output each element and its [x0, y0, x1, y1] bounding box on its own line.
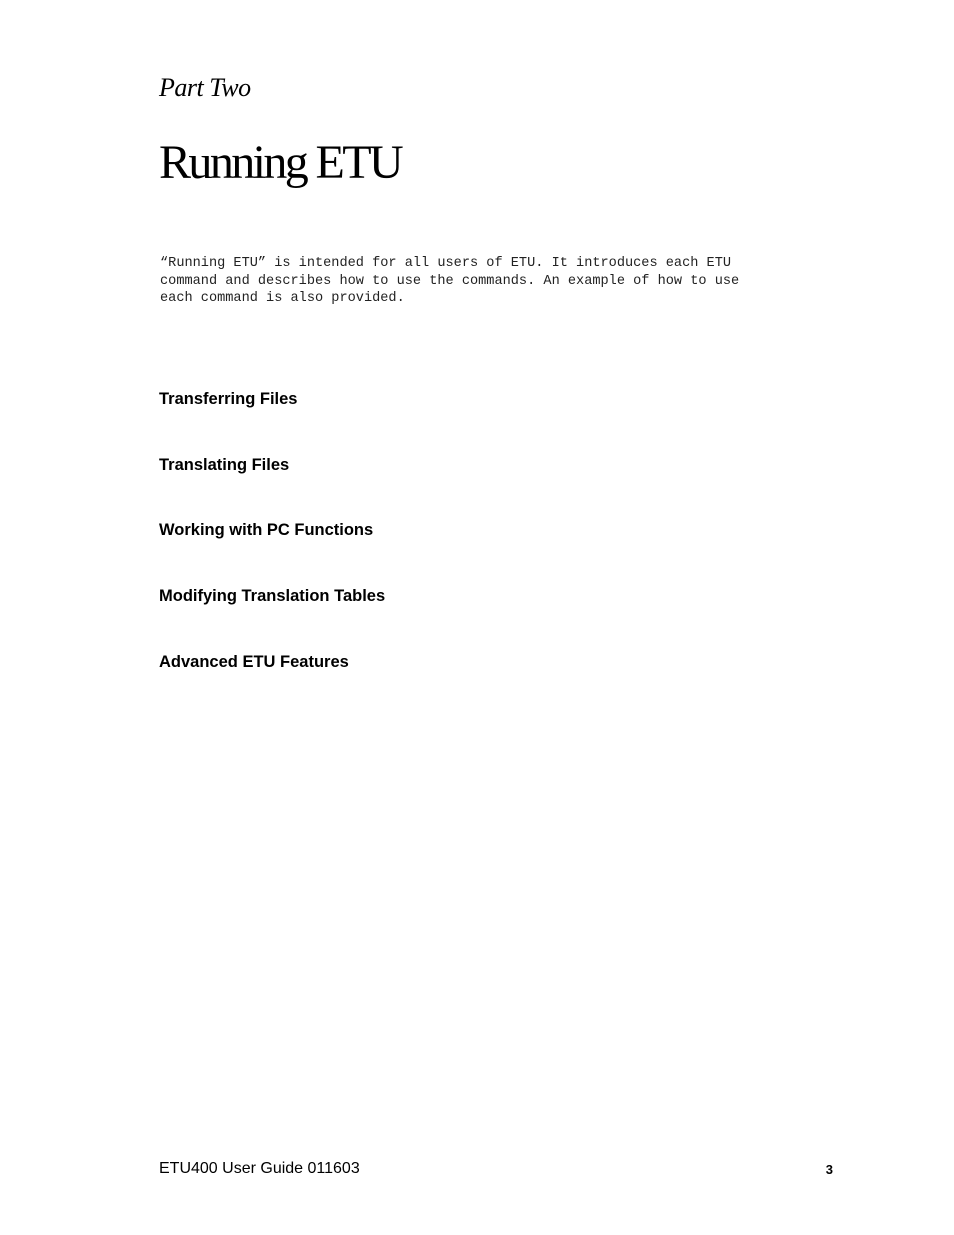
- footer-doc-title: ETU400 User Guide 011603: [159, 1160, 360, 1177]
- section-item-advanced-features: Advanced ETU Features: [159, 652, 349, 671]
- part-label: Part Two: [159, 73, 251, 102]
- footer-page-number: 3: [825, 1162, 833, 1177]
- section-item-transferring-files: Transferring Files: [159, 390, 298, 408]
- section-list: [159, 388, 385, 716]
- section-item-translating-files: Translating Files: [159, 455, 290, 474]
- section-item-translation-tables: Modifying Translation Tables: [159, 587, 386, 606]
- section-item-pc-functions: Working with PC Functions: [159, 521, 374, 540]
- intro-paragraph: “Running ETU” is intended for all users of ETU. It introduces each ETU command and describes how to use the commands. An example of how to use each command is also provided.: [160, 256, 740, 306]
- part-title: Running ETU: [159, 136, 402, 189]
